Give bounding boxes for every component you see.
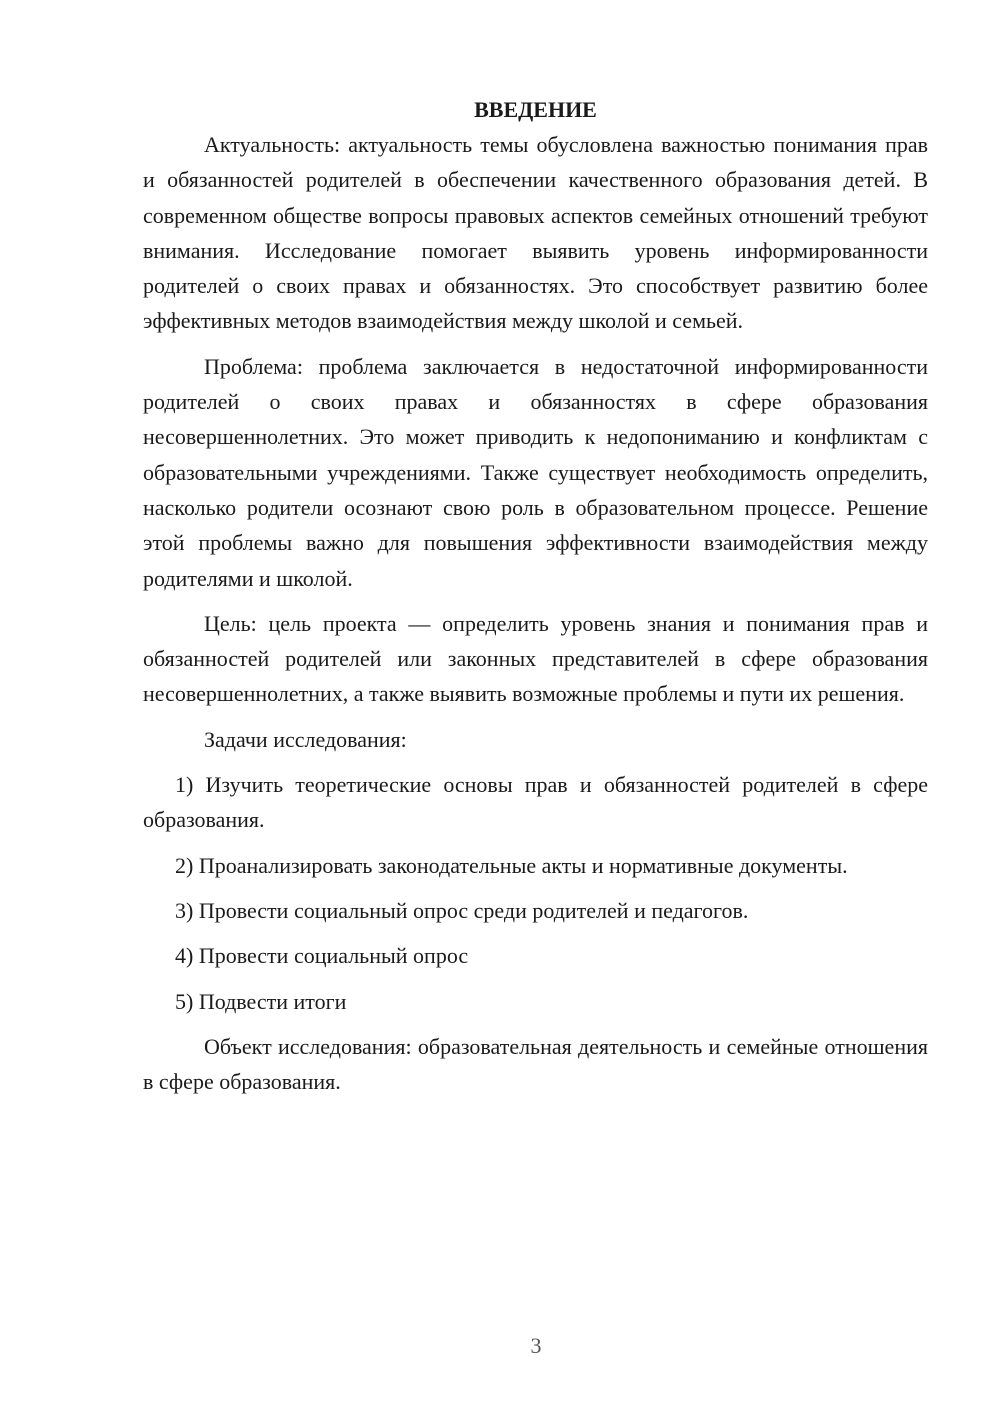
tasks-list <box>143 767 928 1019</box>
task-item-3: 3) Провести социальный опрос среди родителей и педагогов. <box>175 897 749 923</box>
problem-paragraph: Проблема: проблема заключается в недостаточной информированности родителей о своих правах и обязанностях в сфере образования несовершеннолетних. Это может приводить к недопониманию и конфликтам с образовательными учреждениями. Также существует необходимость определить, насколько родители осознают свою роль в образовательном процессе. Решение этой проблемы важно для повышения эффективности взаимодействия между родителями и школой. <box>143 353 928 591</box>
relevance-paragraph: Актуальность: актуальность темы обусловлена важностью понимания прав и обязанностей родителей в обеспечении качественного образования детей. В современном обществе вопросы правовых аспектов семейных отношений требуют внимания. Исследование помогает выявить уровень информированности родителей о своих правах и обязанностях. Это способствует развитию более эффективных методов взаимодействия между школой и семьей. <box>143 132 928 334</box>
page-number: 3 <box>530 1333 542 1358</box>
object-paragraph: Объект исследования: образовательная деятельность и семейные отношения в сфере образования. <box>143 1033 928 1095</box>
task-item-1: 1) Изучить теоретические основы прав и обязанностей родителей в сфере образования. <box>143 772 928 833</box>
task-item-4: 4) Провести социальный опрос <box>175 943 469 969</box>
document-title: ВВЕДЕНИЕ <box>474 97 597 122</box>
task-item-5: 5) Подвести итоги <box>175 988 347 1014</box>
document-page <box>143 92 928 1109</box>
goal-paragraph: Цель: цель проекта — определить уровень знания и понимания прав и обязанностей родителей или законных представителей в сфере образования несовершеннолетних, а также выявить возможные проблемы и пути их решения. <box>143 610 928 707</box>
tasks-heading: Задачи исследования: <box>204 726 407 752</box>
task-item-2: 2) Проанализировать законодательные акты и нормативные документы. <box>175 852 848 878</box>
